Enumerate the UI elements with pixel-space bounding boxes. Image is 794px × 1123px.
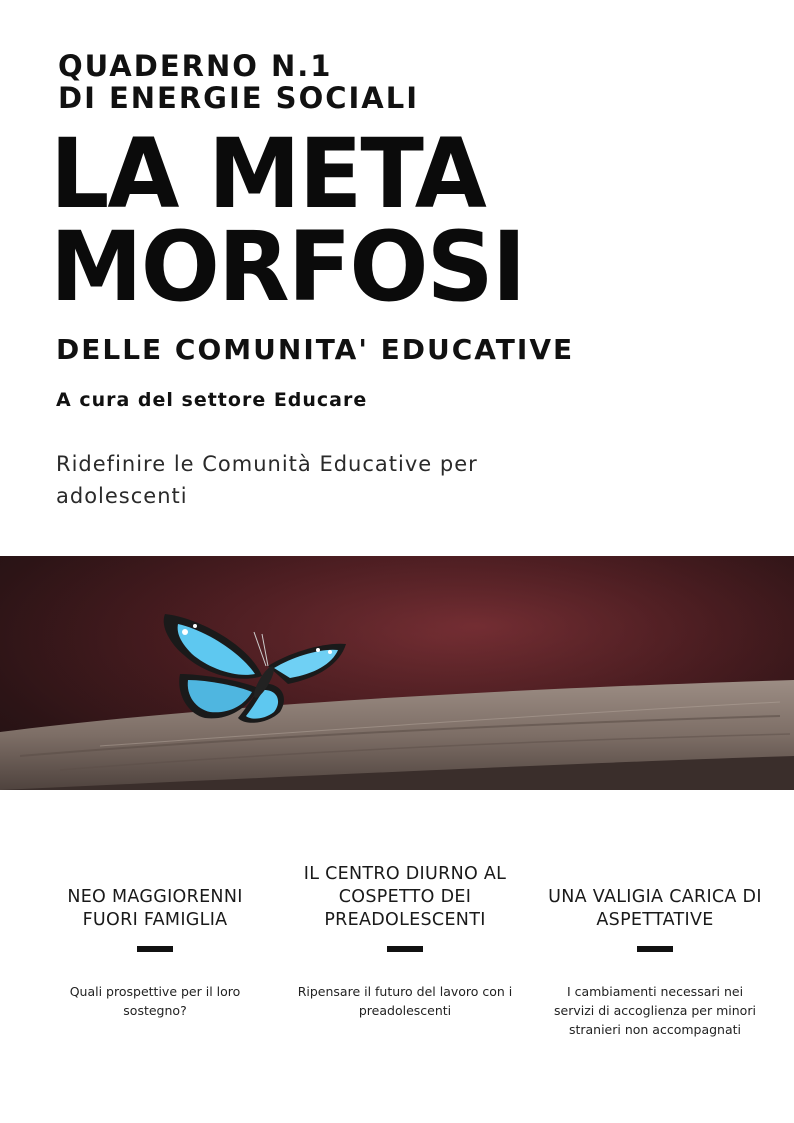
article-column-3 [540, 862, 770, 1039]
article-heading-1: NEO MAGGIORENNI FUORI FAMIGLIA [67, 887, 243, 930]
article-text-2: Ripensare il futuro del lavoro con i preadolescenti [297, 984, 513, 1018]
main-title [50, 118, 525, 323]
kicker-line-2: DI ENERGIE SOCIALI [58, 81, 420, 115]
article-heading-3: UNA VALIGIA CARICA DI ASPETTATIVE [548, 887, 762, 930]
heading-rule-1 [137, 946, 173, 952]
heading-rule-2 [387, 946, 423, 952]
issue-kicker [58, 50, 419, 114]
title-line-2: MORFOSI [50, 211, 525, 323]
heading-rule-3 [637, 946, 673, 952]
cover-photo [0, 556, 794, 790]
butterfly-on-branch-illustration [0, 556, 794, 790]
article-text-3: I cambiamenti necessari nei servizi di accoglienza per minori stranieri non accompagnati [554, 984, 756, 1037]
article-column-2 [290, 862, 520, 1039]
kicker-line-1: QUADERNO N.1 [58, 49, 333, 83]
article-column-1 [40, 862, 270, 1039]
lede-text: Ridefinire le Comunità Educative per adolescenti [56, 452, 478, 508]
subtitle: DELLE COMUNITA' EDUCATIVE [56, 333, 575, 366]
curator-credit: A cura del settore Educare [56, 389, 368, 411]
article-text-1: Quali prospettive per il loro sostegno? [69, 984, 241, 1018]
articles-columns [40, 862, 770, 1039]
title-line-1: LA META [50, 118, 485, 230]
article-heading-2: IL CENTRO DIURNO AL COSPETTO DEI PREADOLESCENTI [303, 864, 507, 930]
